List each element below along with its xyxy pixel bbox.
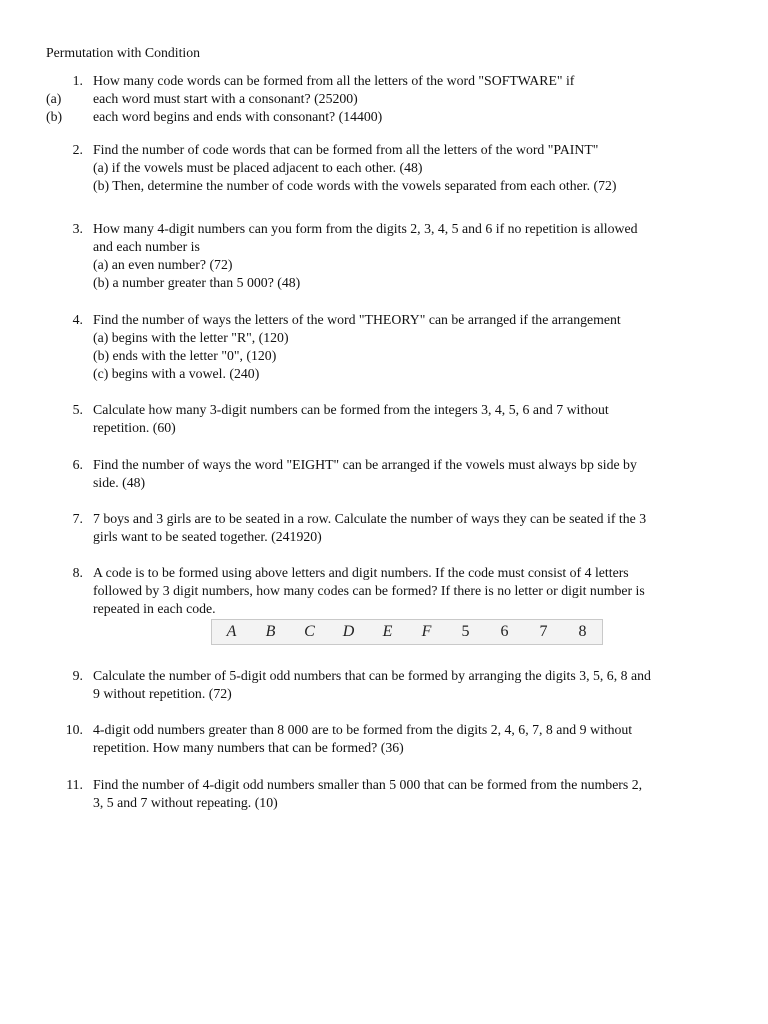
- question-line: (c) begins with a vowel. (240): [93, 366, 260, 381]
- question-number: 4.: [72, 312, 83, 327]
- code-characters-table: [211, 619, 603, 645]
- question-number: 7.: [72, 511, 83, 526]
- question-line: (a) an even number? (72): [93, 257, 233, 272]
- part-label: (a): [46, 91, 62, 106]
- code-letter-cell: B: [265, 623, 276, 640]
- question-line: (a) if the vowels must be placed adjacent to each other. (48): [93, 160, 423, 175]
- question-part-text: each word begins and ends with consonant? (14400): [93, 109, 383, 124]
- question-line: How many 4-digit numbers can you form from the digits 2, 3, 4, 5 and 6 if no repetition is allowed: [93, 221, 638, 236]
- question-number: 6.: [72, 457, 83, 472]
- question-number: 9.: [72, 668, 83, 683]
- question-text: [93, 721, 725, 757]
- question-line: repetition. (60): [93, 420, 176, 435]
- question-text: [93, 776, 725, 812]
- code-digit-cell: 8: [578, 623, 587, 640]
- question-line: Find the number of ways the letters of the word "THEORY" can be arranged if the arrangement: [93, 312, 621, 327]
- question-text: [93, 401, 725, 437]
- code-letter-cell: F: [421, 623, 432, 640]
- question-text: [93, 564, 725, 618]
- question-line: girls want to be seated together. (241920): [93, 529, 322, 544]
- question-number: 10.: [65, 722, 83, 737]
- code-letter-cell: D: [342, 623, 355, 640]
- question-line: Calculate the number of 5-digit odd numbers that can be formed by arranging the digits 3, 5, 6, 8 and: [93, 668, 651, 683]
- question-part-text: each word must start with a consonant? (25200): [93, 91, 358, 106]
- code-letter-cell: E: [382, 623, 393, 640]
- question-line: Calculate how many 3-digit numbers can be formed from the integers 3, 4, 5, 6 and 7 without: [93, 402, 609, 417]
- code-digit-cell: 7: [539, 623, 548, 640]
- question-line: (b) Then, determine the number of code words with the vowels separated from each other. (72): [93, 178, 617, 193]
- part-label: (b): [46, 109, 63, 124]
- question-text: [93, 72, 725, 126]
- question-line: 4-digit odd numbers greater than 8 000 are to be formed from the digits 2, 4, 6, 7, 8 and 9 without: [93, 722, 633, 737]
- question-line: followed by 3 digit numbers, how many codes can be formed? If there is no letter or digit number is: [93, 583, 645, 598]
- question-text: [93, 141, 725, 195]
- question-line: side. (48): [93, 475, 146, 490]
- question-line: Find the number of code words that can be formed from all the letters of the word "PAINT": [93, 142, 599, 157]
- question-line: (a) begins with the letter "R", (120): [93, 330, 289, 345]
- question-line: Find the number of 4-digit odd numbers smaller than 5 000 that can be formed from the numbers 2,: [93, 777, 643, 792]
- code-digit-cell: 6: [500, 623, 509, 640]
- question-number: 2.: [72, 142, 83, 157]
- page-title: Permutation with Condition: [46, 45, 201, 60]
- question-number: 8.: [72, 565, 83, 580]
- question-text: [93, 510, 725, 546]
- question-text: [93, 456, 725, 492]
- question-text: [93, 311, 725, 383]
- question-line: 7 boys and 3 girls are to be seated in a row. Calculate the number of ways they can be seated if the 3: [93, 511, 647, 526]
- question-text: [93, 220, 725, 292]
- question-line: repetition. How many numbers that can be formed? (36): [93, 740, 404, 755]
- question-number: 3.: [72, 221, 83, 236]
- question-number: 1.: [72, 73, 83, 88]
- question-line: (b) ends with the letter "0", (120): [93, 348, 277, 363]
- question-line: and each number is: [93, 239, 200, 254]
- question-number: 5.: [72, 402, 83, 417]
- question-text: [93, 667, 725, 703]
- code-digit-cell: 5: [461, 623, 470, 640]
- question-line: 3, 5 and 7 without repeating. (10): [93, 795, 278, 810]
- question-line: Find the number of ways the word "EIGHT" can be arranged if the vowels must always bp side by: [93, 457, 637, 472]
- question-line: How many code words can be formed from all the letters of the word "SOFTWARE" if: [93, 73, 575, 88]
- question-line: A code is to be formed using above letters and digit numbers. If the code must consist of 4 letters: [93, 565, 629, 580]
- code-letter-cell: C: [304, 623, 315, 640]
- code-letter-cell: A: [226, 623, 237, 640]
- question-line: (b) a number greater than 5 000? (48): [93, 275, 301, 290]
- question-number: 11.: [66, 777, 83, 792]
- question-line: 9 without repetition. (72): [93, 686, 232, 701]
- question-line: repeated in each code.: [93, 601, 216, 616]
